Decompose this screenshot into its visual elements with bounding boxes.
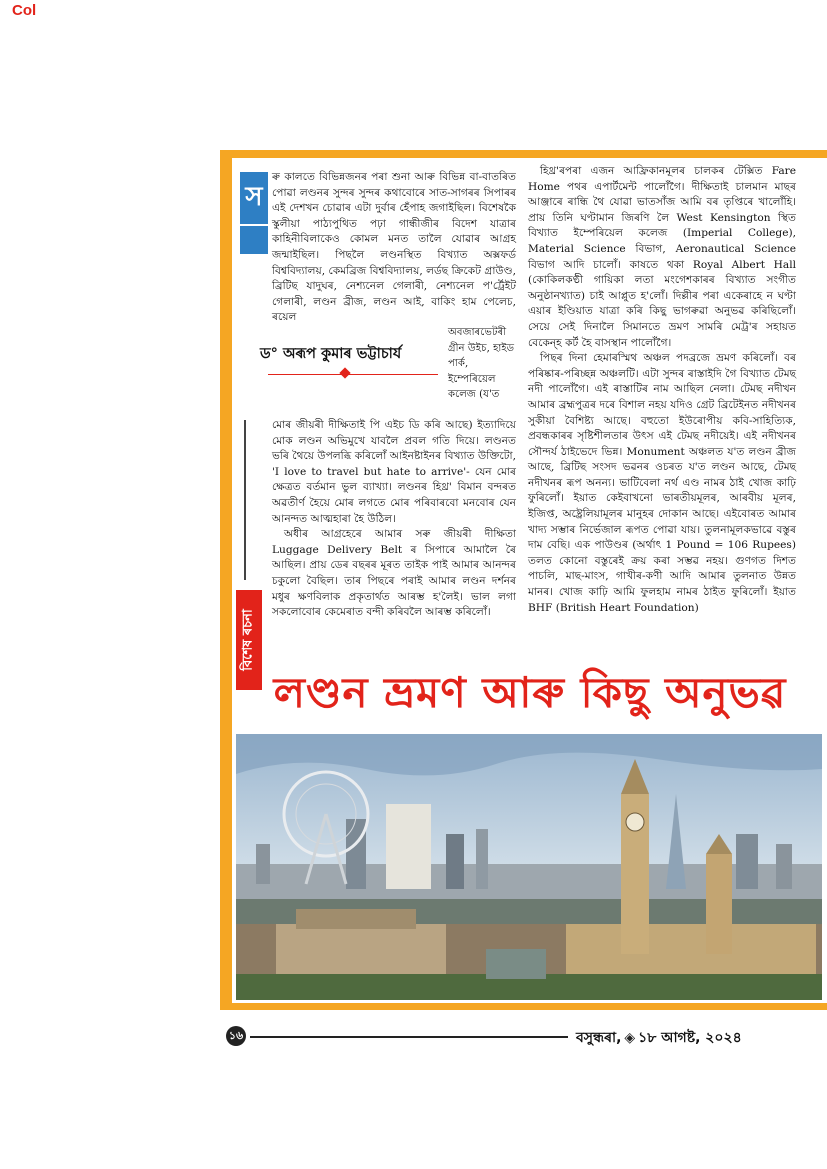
article-column-1-bottom bbox=[272, 418, 516, 621]
article-column-1-narrow: অবজাৰভেটৰী গ্ৰীন উইচ, হাইড পাৰ্ক, ইম্পেৰিয়েল কলেজ (য'ত bbox=[448, 327, 515, 401]
section-label: বিশেষ ৰচনা bbox=[236, 590, 262, 690]
diamond-icon: ◈ bbox=[624, 1030, 636, 1046]
dropcap: স bbox=[240, 172, 268, 224]
byline-rule bbox=[268, 374, 438, 375]
paragraph: অধীৰ আগ্ৰহেৰে আমাৰ সৰু জীয়ৰী দীক্ষিতা Luggage Delivery Belt ৰ সিপাৰে আমালৈ ৰৈ আছিল। প্ৰায় ডেৰ বছৰৰ মূৰত তাইক পাই আমাৰ আনন্দৰ চকুলো বৈছিল। তাৰ পিছৰে পৰাই আমাৰ লণ্ডন দৰ্শনৰ মধুৰ ক্ষণবিলাক প্ৰকৃতাৰ্থত আৰম্ভ হ'লৈই। ভাল লগা সকলোবোৰ কেমেৰাত বন্দী কৰিবলৈ আৰম্ভ কৰিলোঁ। bbox=[272, 528, 516, 619]
corner-label: Col bbox=[12, 2, 37, 19]
author-byline: ড° অৰূপ কুমাৰ ভট্টাচাৰ্য bbox=[260, 346, 402, 362]
paragraph: হিথ্ৰ'ৰপৰা এজন আফ্ৰিকানমূলৰ চালকৰ টেক্সিত Fare Home পথৰ এপাৰ্টমেন্ট পালোঁগৈ। দীক্ষিতাই চালমান মাছৰ আঞ্জাৰে ৰান্ধি থৈ যোৱা ভাতসাঁজ আমি বৰ তৃপ্তিৰে খালোঁহি। প্ৰায় তিনি ঘণ্টামান জিৰণি লৈ West Kensington স্থিত বিখ্যাত ইম্পেৰিয়েল কলেজ (Imperial College), Material Science বিভাগ, Aeronautical Science বিভাগ আদি চালোঁ। কাষতে থকা Royal Albert Hall (কোকিলকণ্ঠী গায়িকা লতা মংগেশকাৰৰ বিখ্যাত সংগীত অনুষ্ঠানখ্যাত) চাই আপ্লুত হ'লোঁ। দিল্লীৰ পৰা একেৰাহে ন ঘণ্টা এয়াৰ ইণ্ডিয়াত যাত্ৰা কৰি কিছু ভাগৰুৱা অনুভৱ কৰিছিলোঁ। সেয়ে সেই দিনালৈ সিমানতে ভ্ৰমণ সামৰি মেট্ৰ'ৰ সহায়ত বেকেন্হ কৰ্ট হৈ বাসস্থান পালোঁগৈ। bbox=[528, 165, 796, 349]
page-number: ১৬ bbox=[226, 1026, 246, 1046]
article-column-2 bbox=[528, 164, 796, 616]
footer-masthead bbox=[576, 1026, 742, 1050]
dropcap-bar bbox=[240, 226, 268, 254]
article-column-1-top bbox=[272, 170, 516, 326]
paragraph: পিছৰ দিনা হেমাৰস্মিথ অঞ্চল পদব্ৰজে ভ্ৰমণ কৰিলোঁ। বৰ পৰিষ্কাৰ-পৰিচ্ছন্ন অঞ্চলটি। এটা সুন্দৰ ৰাস্তাইদি গৈ বিখ্যাত টেমছ নদী পালোঁগৈ। এই ৰাস্তাটিৰ নাম আছিল নেলা। টেমছ নদীখন আমাৰ ব্ৰহ্মপুত্ৰৰ দৰে বিশাল নহয় যদিও গ্ৰেট ব্ৰিটেইনত নদীখনৰ সুকীয়া বৈশিষ্ট্য আছে। বহুতো ইউৰোপীয় কবি-সাহিত্যিক, প্ৰবন্ধকাৰৰ সৃষ্টিশীলতাৰ উৎস এই টেমছ নদীয়েই। এই নদীখনৰ সৌন্দৰ্য ঠাইভেদে ভিন্ন। Monument অঞ্চলত য'ত লণ্ডন ব্ৰীজ আছে, ব্ৰিটিছ সংসদ ভৱনৰ ওচৰত য'ত লণ্ডন আছে, টেমছ নদীখনৰ ৰূপ অনন্য। ভাটিবেলা নৰ্থ এণ্ড নামৰ ঠাই খোজ কাঢ়ি ফুৰিলোঁ। ইয়াত কেইবাখনো ভাৰতীয়মূলৰ, আৰবীয় মূলৰ, ইজিপ্ত, অষ্ট্ৰেলিয়ামূলৰ মানুহৰ দোকান আছে। এইবোৰত আমাৰ খাদ্য সম্ভাৰ নিৰ্ভেজাল ৰূপত পোৱা যায়। তুলনামূলকভাৱে বস্তুৰ দাম বেছি। এক পাউণ্ডৰ (অৰ্থাৎ 1 Pound = 106 Rupees) তলত কোনো বস্তুৰেই ক্ৰয় কৰা সম্ভৱ নহয়। গুণগত দিশত পাচলি, মাছ-মাংস, গাখীৰ-কণী আদি আমাৰ তুলনাত উন্নত মানৰ। খোজ কাঢ়ি আমি ফুলহাম নামৰ ঠাইত ফুৰিলোঁ। ইয়াত BHF (British Heart Foundation) bbox=[528, 352, 796, 614]
paragraph: মোৰ জীয়ৰী দীক্ষিতাই পি এইচ ডি কৰি আছে) ইত্যাদিয়ে মোক লণ্ডন অভিমুখে যাবলৈ প্ৰবল গতি দিয়ে। লণ্ডনত ভৰি থৈয়ে উপলব্ধি কৰিলোঁ আইনষ্টাইনৰ বিখ্যাত উক্তিটো, 'I love to travel but hate to arrive'- যেন মোৰ ক্ষেত্ৰত বৰ্তমান ভুল ব্যাখ্যা। লণ্ডনৰ হিথ্ৰ' বিমান বন্দৰত অৱতীৰ্ণ হৈয়ে মোৰ লগতে মোৰ পৰিবাৰবো মনবোৰ যেন আনন্দত আত্মহাৰা হৈ উঠিল। bbox=[272, 419, 516, 525]
side-rule bbox=[244, 420, 246, 580]
paragraph: ৰু কালতে বিভিন্নজনৰ পৰা শুনা আৰু বিভিন্ন বা-বাতৰিত পোৱা লণ্ডনৰ সুন্দৰ সুন্দৰ কথাবোৰে সাত-সাগৰৰ সিপাৰৰ এই দেশখন চোৱাৰ এটা দুৰ্বাৰ হেঁপাহ জগাইছিল। বিশেষকৈ স্কুলীয়া পাঠ্যপুথিত পঢ়া গান্ধীজীৰ বিদেশ যাত্ৰাৰ কাহিনীবিলাকেও কোমল মনত তালৈ যোৱাৰ আগ্ৰহ জন্মাইছিল। পিছলৈ লণ্ডনস্থিত বিখ্যাত অক্সফৰ্ড বিশ্ববিদ্যালয়, কেমব্ৰিজ বিশ্ববিদ্যালয়, লৰ্ডছ ক্ৰিকেট গ্ৰাউণ্ড, ব্ৰিটিছ যাদুঘৰ, নেশ্যনেল গেলাৰী, নেশ্যনেল প'ৰ্ট্ৰেইট গেলাৰী, লণ্ডন ব্ৰীজ, লণ্ডন আই, বাকিং হাম পেলেচ, ৰয়েল bbox=[272, 171, 516, 324]
london-skyline-photo bbox=[236, 734, 822, 1000]
issue-date: ১৮ আগষ্ট, ২০২৪ bbox=[638, 1030, 742, 1046]
magazine-name: বসুন্ধৰা, bbox=[576, 1030, 622, 1046]
article-headline: লণ্ডন ভ্ৰমণ আৰু কিছু অনুভৱ bbox=[273, 668, 787, 717]
footer-rule bbox=[250, 1036, 568, 1038]
